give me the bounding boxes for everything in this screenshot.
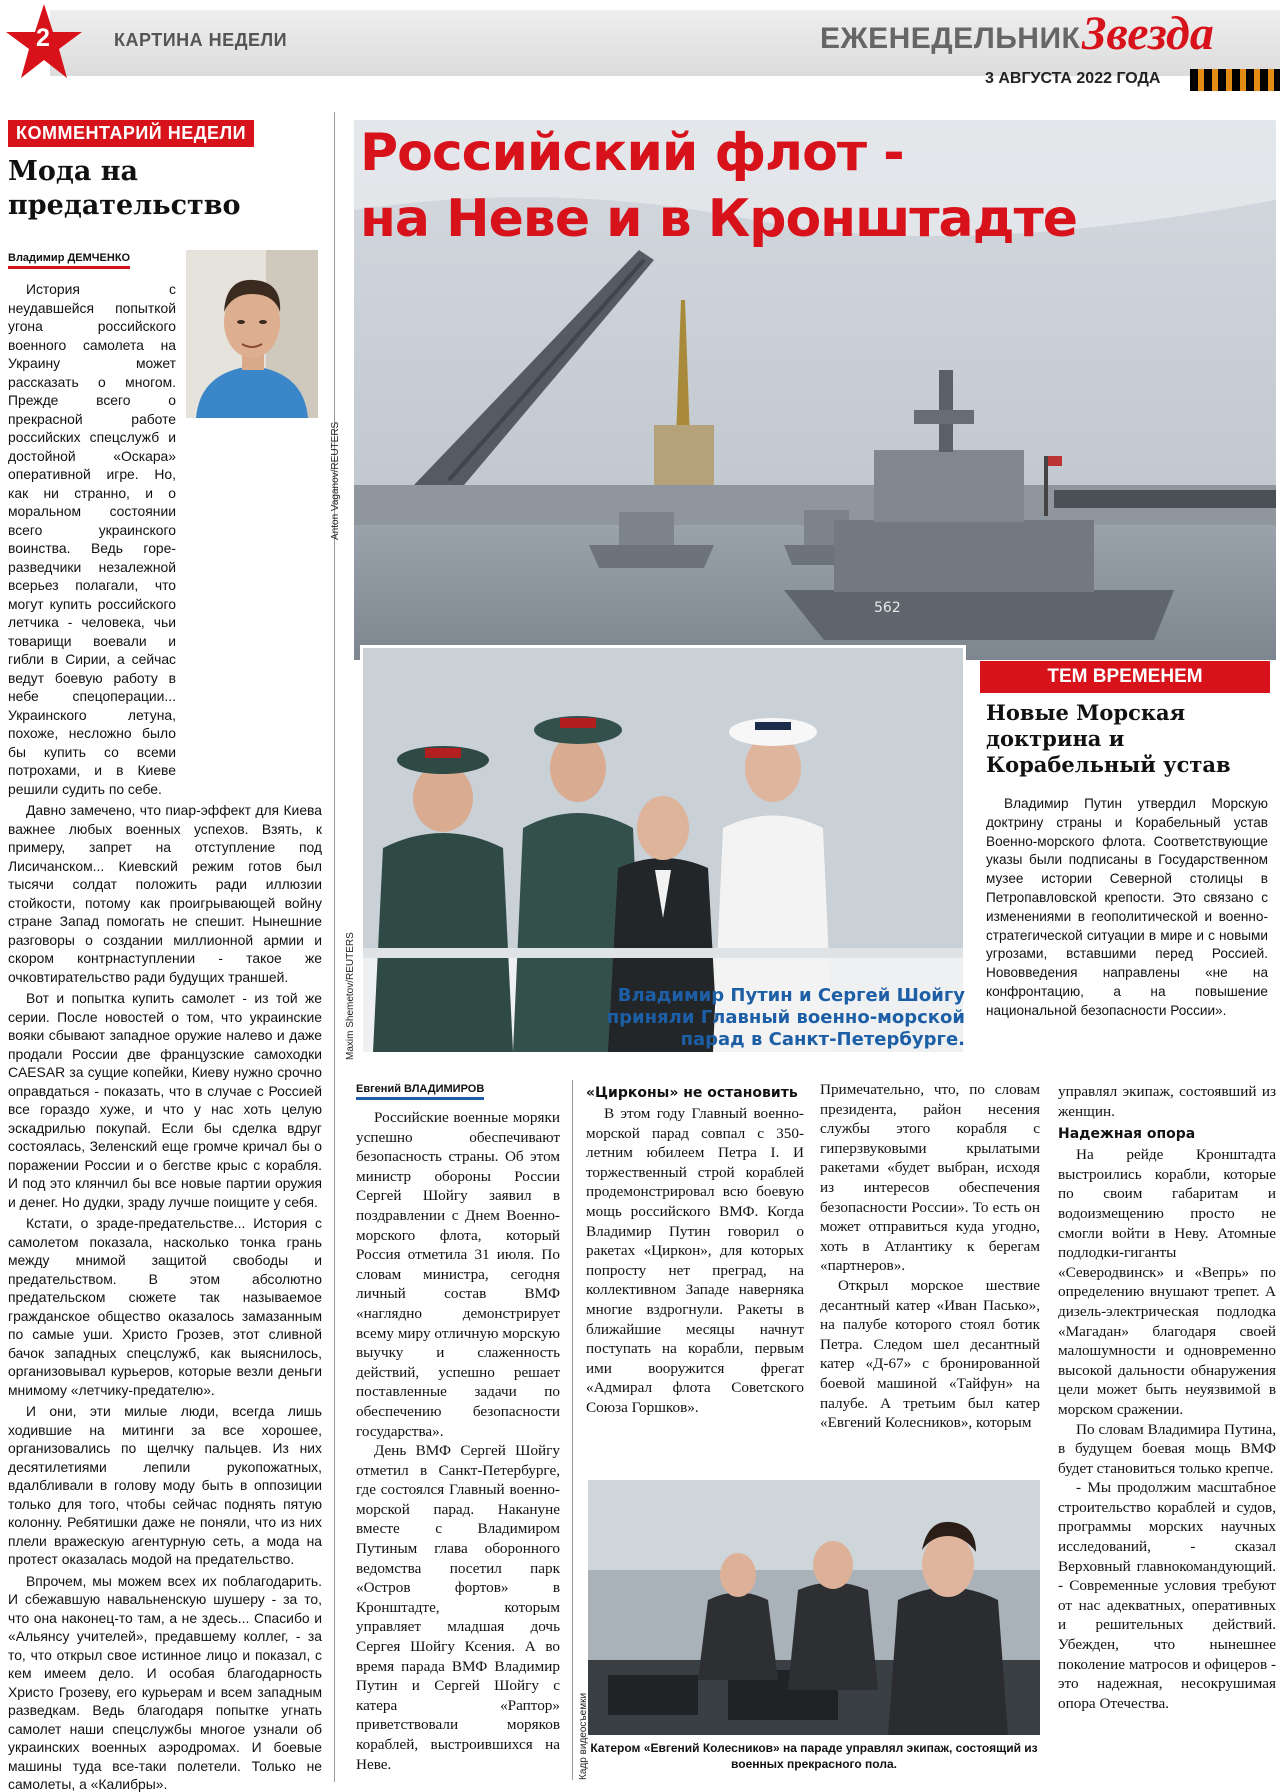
column-divider <box>334 112 335 1782</box>
article-subhead: Надежная опора <box>1058 1126 1196 1143</box>
sidebar-rubric: ТЕМ ВРЕМЕНЕМ <box>980 661 1270 693</box>
comment-paragraph: Впрочем, мы можем всех их поблагодарить. И сбежавшую навальненскую шушеру - за то, что она наконец-то там, а не здесь... Спасибо и «Альянсу учителей», предавшему коллег, - за то, что открыл свое истинное лицо и показал, с кем имеем дело. И особая благодарность Христо Грозеву, его курьерам и всем западным разведкам. Ведь благодаря попытке угнать самолет наши спецслужбы многое узнали об украинских военных аэродромах. И боевые машины туда все-таки полетели. Только не самолеты, а «Калибры». <box>8 1572 322 1792</box>
comment-rubric: КОММЕНТАРИЙ НЕДЕЛИ <box>8 120 254 147</box>
sidebar-body <box>986 795 1268 1021</box>
article-paragraph: День ВМФ Сергей Шойгу отметил в Санкт-Петербурге, где состоялся Главный военно-морской парад. Накануне вместе с Владимиром Путиным глава оборонного ведомства посетил парк «Остров фортов» в Кронштадте, которым управляет младшая дочь Сергея Шойгу Ксения. А во время парада ВМФ Владимир Путин и Сергей Шойгу с катера «Раптор» приветствовали моряков кораблей, выстроившихся на Неве. <box>356 1442 560 1773</box>
article-paragraph: На рейде Кронштадта выстроились корабли, которые по своим габаритам и водоизмещению просто не смогли войти в Неву. Атомные подлодки-гиганты «Северодвинск» и «Вепрь» по определению внушают трепет. А дизель-электрическая подлодка «Магадан» благодаря своей малошумности и одновременно высокой дальности обнаружения цели может быть неуязвимой в морском сражении. <box>1058 1146 1276 1418</box>
sidebar-headline: Новые Морская доктрина и Корабельный устав <box>986 700 1231 777</box>
page-header <box>0 0 1280 96</box>
comment-paragraph: И они, эти милые люди, всегда лишь ходившие на митинги за все хорошее, организовались по щелчку пальцев. Из них десятилетиями лепили рукопожатных, вдалбливали в голову моду быть в оппозиции только для того, чтобы сейчас поднять пятую колонну. Ребятишки даже не поняли, что из них плели вражескую агентурную сеть, а мода на протест оказалась модой на предательство. <box>8 1403 322 1567</box>
article-paragraph: Российские военные моряки успешно обеспечивают безопасность страны. Об этом министр обороны России Сергей Шойгу заявил в поздравлении с Днем Военно-морского флота, который Россия отметила 31 июля. По словам министра, сегодня личный состав ВМФ «наглядно демонстрирует всему миру отличную морскую выучку и слаженность действий, успешно решает поставленные задачи по обеспечению безопасности государства». <box>356 1109 560 1440</box>
paper-type: ЕЖЕНЕДЕЛЬНИК <box>820 22 1081 55</box>
svg-text:562: 562 <box>874 600 901 616</box>
article-paragraph: По словам Владимира Путина, в будущем боевая мощь ВМФ будет становиться только крепче. <box>1058 1420 1276 1477</box>
comment-paragraph: Вот и попытка купить самолет - из той же серии. После новостей о том, что украинские вояки сбывают западное оружие налево и даже продали России две французские самоходки CAESAR за сущие копейки, Киеву нужно срочно оправдаться - показать, что в случае с Россией все гораздо хуже, и что у нас хоть целую эскадрилью покупай. Если бы сделка вдруг состоялась, Зеленский еще громче кричал бы о поражении России и о бегстве крыс с корабля. И под это клянчил бы все новые партии оружия и денег. Но дудки, зраду лучше поищите у себя. <box>8 990 322 1210</box>
photo-credit: Anton Vaganov/REUTERS <box>330 421 341 540</box>
article-column-1 <box>356 1108 560 1774</box>
comment-headline: Мода на предательство <box>8 156 241 221</box>
comment-paragraph: История с неудавшейся попыткой угона российского военного самолета на Украину может рассказать о многом. Прежде всего о прекрасной работе российских спецслужб и достойной «Оскара» оперативной игре. Но, как ни странно, и о моральном состоянии всего украинского воинства. Ведь горе-разведчики незалежной всерьез полагали, что могут купить российского летчика - человека, чьи товарищи воевали и гибли в Сирии, а сейчас ведут боевую работу в небе спецоперации... Украинского летуна, похоже, несложно было бы купить со всеми потрохами, и в Киеве решили судить по себе. <box>8 281 176 797</box>
sidebar-paragraph: Владимир Путин утвердил Морскую доктрину страны и Корабельный устав Военно-морского флота. Соответствующие указы были подписаны в Государственном музее истории Северной столицы в Петропавловской крепости. Это связано с изменениями в геополитической и военно-стратегической ситуации в мире и с новыми угрозами, вставшими перед Россией. Нововведения направлены «не на конфронтацию, а на повышение национальной безопасности России». <box>986 796 1268 1018</box>
main-headline <box>360 120 1077 252</box>
article-column-3 <box>820 1080 1040 1433</box>
article-paragraph: - Мы продолжим масштабное строительство кораблей и судов, программы морских научных исследований, - сказал Верховный главнокомандующий. - Современные условия требуют от нас адекватных, оперативных и решительных действий. Убежден, что нынешнее поколение матросов и офицеров - это надежная, несокрушимая опора Отечества. <box>1058 1479 1276 1712</box>
main-headline-line: Российский флот - <box>360 123 904 183</box>
article-column-4 <box>1058 1082 1276 1713</box>
page-number: 2 <box>36 24 50 52</box>
crew-photo-caption: Катером «Евгений Колесников» на параде управлял экипаж, состоящий из военных прекрасного пола. <box>590 1741 1038 1771</box>
leaders-photo-caption: Владимир Путин и Сергей Шойгу приняли Главный военно-морской парад в Санкт-Петербурге. <box>606 985 965 1050</box>
photo2-credit: Maxim Shemetov/REUTERS <box>345 932 356 1060</box>
article-column-2 <box>586 1080 804 1418</box>
crew-photo-credit: Кадр видеосъемки <box>578 1692 589 1780</box>
article-paragraph: В этом году Главный военно-морской парад совпал с 350-летним юбилеем Петра I. И торжественный строй кораблей продемонстрировал всю боевую мощь российского ВМФ. Когда Владимир Путин говорил о ракетах «Циркон», для которых попросту нет преград, на коллективном Западе наверняка многие вздрогнули. Ракеты в ближайшие месяцы начнут поступать на корабли, первым ими вооружится фрегат «Адмирал флота Советского Союза Горшков». <box>586 1105 804 1416</box>
st-george-ribbon <box>1190 69 1280 91</box>
main-headline-line: на Неве и в Кронштадте <box>360 189 1077 249</box>
comment-paragraph: Давно замечено, что пиар-эффект для Киева важнее любых военных успехов. Взять, к примеру, запрет на отступление под Лисичанском... Киевский режим готов был тысячи солдат положить ради иллюзии стойкости, потому как проигрывающей войну стране Запад помогать не спешит. Нынешние разговоры о создании миллионной армии и скором контрнаступлении - такое же очковтирательство ради будущих траншей. <box>8 802 322 985</box>
article-subhead: «Цирконы» не остановить <box>586 1085 798 1101</box>
comment-byline: Владимир ДЕМЧЕНКО <box>8 252 130 269</box>
article-paragraph: Примечательно, что, по словам президента, район несения службы этого корабля с гиперзвуковыми крылатыми ракетами «будет выбран, исходя из интересов обеспечения безопасности России». То есть он может отправиться куда угодно, хоть в Атлантику к берегам «партнеров». <box>820 1081 1040 1275</box>
comment-body <box>8 280 322 1792</box>
crew-photo <box>588 1480 1040 1735</box>
comment-paragraph: Кстати, о зраде-предательстве... История с самолетом показала, насколько тонка грань между мнимой защитой свободы и предательством. В этом абсолютно предательском сюжете так называемое гражданское общество оказалось замазанным по самые уши. Христо Грозев, этот сливной бачок западных спецслужб, как выяснилось, организовывал курьеров, которые везли деньги мнимому «летчику-предателю». <box>8 1215 322 1398</box>
section-label: КАРТИНА НЕДЕЛИ <box>114 30 288 50</box>
column-divider <box>572 1080 573 1780</box>
article-paragraph: Открыл морское шествие десантный катер «Иван Пасько», на палубе которого стоял ботик Петра. Следом шел десантный катер «Д-67» с бронированной боевой машиной «Тайфун» на палубе. А третьим был катер «Евгений Колесников», которым <box>820 1276 1040 1432</box>
issue-date: 3 АВГУСТА 2022 ГОДА <box>985 70 1161 87</box>
paper-logo: Звезда <box>1082 7 1214 60</box>
article-byline: Евгений ВЛАДИМИРОВ <box>356 1083 484 1100</box>
comment-column <box>8 120 322 1792</box>
article-paragraph: управлял экипаж, состоявший из женщин. <box>1058 1083 1276 1120</box>
